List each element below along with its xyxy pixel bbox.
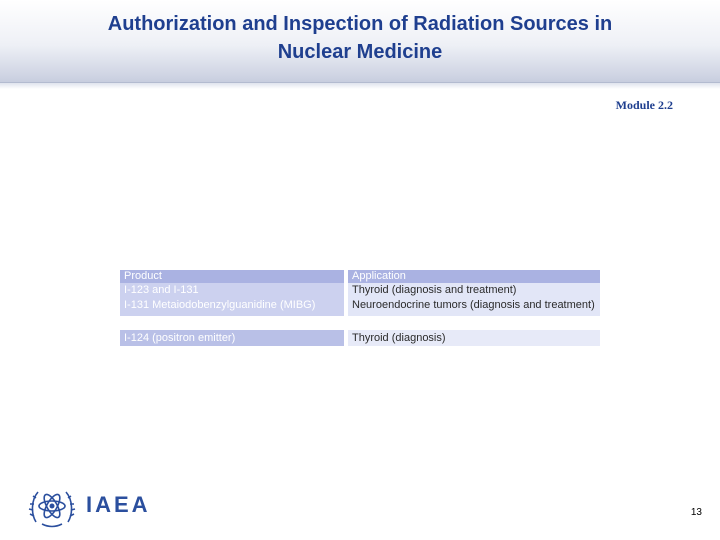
module-label: Module 2.2 [615, 98, 673, 112]
header-divider [0, 83, 720, 89]
slide-title [20, 10, 700, 66]
product-value: I-131 Metaiodobenzylguanidine (MIBG) [124, 299, 316, 311]
product-header: Product [124, 270, 162, 282]
application-value: Neuroendocrine tumors (diagnosis and treatment) [352, 299, 595, 311]
iaea-emblem-icon [28, 484, 76, 530]
product-cell: I-124 (positron emitter) [120, 330, 344, 346]
application-value: Thyroid (diagnosis and treatment) [352, 284, 517, 296]
table-row [120, 330, 600, 346]
page-number: 13 [690, 507, 702, 518]
iaea-wordmark: IAEA [86, 492, 151, 517]
title-line-1: Authorization and Inspection of Radiation Sources in [107, 13, 613, 35]
product-value: I-123 and I-131 [124, 284, 199, 296]
slide-header [0, 0, 720, 83]
application-cell [348, 270, 600, 316]
table-row [120, 270, 600, 318]
application-cell: Thyroid (diagnosis) [348, 330, 600, 346]
application-header: Application [352, 270, 406, 282]
isotope-table [120, 270, 600, 346]
title-line-2: Nuclear Medicine [277, 41, 443, 63]
product-cell [120, 270, 344, 316]
